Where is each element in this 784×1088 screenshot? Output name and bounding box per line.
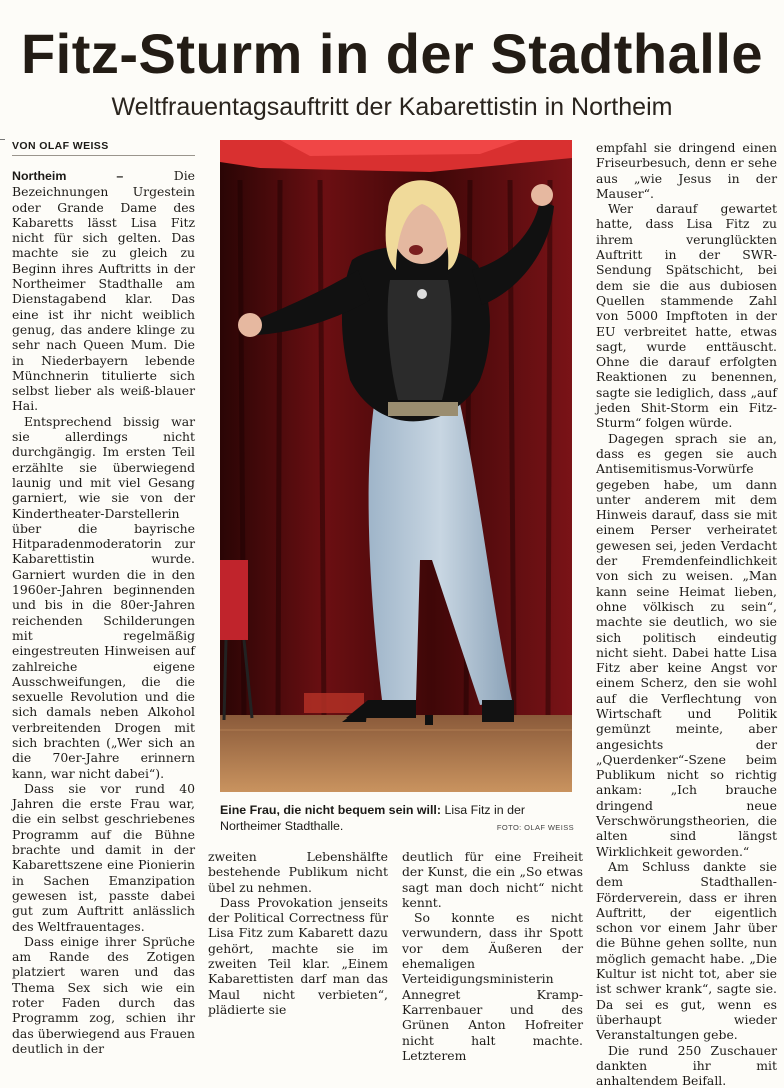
subheadline: Weltfrauentagsauftritt der Kabarettistin in Northeim	[111, 93, 673, 121]
paragraph: Am Schluss dankte sie dem Stadthallen-Förderverein, dass er ihren Auftritt, der eigentlich schon vor einem Jahr über die Bühne gehen sollte, nun möglich gemacht habe. „Die Kultur ist nicht tot, aber sie ist schwer krank“, sagte sie. Da sei es gut, wenn es überhaupt wieder Veranstaltungen gebe.	[596, 858, 777, 1043]
paragraph: Die rund 250 Zuschauer dankten ihr mit anhaltendem Beifall.	[596, 1042, 777, 1088]
byline: VON OLAF WEISS	[12, 140, 195, 156]
paragraph: Dagegen sprach sie an, dass es gegen sie auch Antisemitismus-Vorwürfe gegeben habe, um dann unter anderem mit dem Hinweis darauf, dass sie mit einem Perser verheiratet gewesen sei, jeden Verdacht der Fremdenfeindlichkeit von sich zu weisen. „Man kann seine Heimat lieben, ohne völkisch zu sein“, machte sie deutlich, wo sie sich politisch eindeutig nicht sieht. Dabei hatte Lisa Fitz aber keine Angst vor einem Scherz, den sie wohl auf die Verflechtung von Wirtschaft und Politik gemünzt meinte, aber angesichts der „Querdenker“-Szene beim Publikum nicht so richtig ankam: „Ich brauche dringend neue Verschwörungstheorien, die alten sind längst Wirklichkeit geworden.“	[596, 430, 777, 859]
paragraph: empfahl sie dringend einen Friseurbesuch, denn er sehe aus „wie Jesus in der Mauser“.	[596, 140, 777, 201]
article-column-1	[12, 168, 195, 1056]
photo-caption	[220, 802, 572, 834]
column-rule	[0, 139, 5, 140]
paragraph: Wer darauf gewartet hatte, dass Lisa Fitz zu ihrem verunglückten Auftritt in der SWR-Sendung Spätschicht, bei dem sie die aus dubiosen Quellen stammende Zahl von 5000 Impftoten in der EU verbreitet hatte, etwas sagt, wurde enttäuscht. Ohne die darauf erfolgten Reaktionen zu benennen, sagte sie lediglich, dass „auf jeden Shit-Storm ein Fitz-Sturm“ folgen würde.	[596, 201, 777, 431]
caption-lead: Eine Frau, die nicht bequem sein will:	[220, 803, 442, 817]
paragraph: So konnte es nicht verwundern, dass ihr Spott vor dem Äußeren der ehemaligen Verteidigungsministerin Annegret Kramp-Karrenbauer und des Grünen Anton Hofreiter nicht halt machte. Letzterem	[402, 910, 583, 1063]
caption-text: Lisa Fitz in der Northeimer Stadthalle.	[220, 803, 526, 833]
dateline: Northeim –	[12, 169, 124, 183]
paragraph: zweiten Lebenshälfte bestehende Publikum nicht übel zu nehmen.	[208, 849, 388, 895]
article-column-2	[208, 849, 388, 1019]
article-column-3	[402, 849, 583, 1063]
performer-on-stage-image	[220, 140, 572, 792]
article-column-4	[596, 140, 777, 1088]
paragraph: deutlich für eine Freiheit der Kunst, die ein „So etwas sagt man doch nicht“ nicht kennt.	[402, 849, 583, 910]
paragraph	[12, 168, 195, 414]
paragraph: Dass Provokation jenseits der Political Correctness für Lisa Fitz zum Kabarett dazu gehört, machte sie im zweiten Teil klar. „Einem Kabarettisten darf man das Maul nicht verbieten“, plädierte sie	[208, 894, 388, 1017]
paragraph: Dass einige ihrer Sprüche am Rande des Zotigen platziert waren und das Thema Sex sich wie ein roter Faden durch das Programm zog, schien ihr das überwiegend aus Frauen deutlich in der	[12, 933, 195, 1056]
photo-credit: FOTO: OLAF WEISS	[496, 823, 574, 832]
article-photo	[220, 140, 572, 792]
headline: Fitz-Sturm in der Stadthalle	[20, 22, 764, 85]
paragraph: Dass sie vor rund 40 Jahren die erste Frau war, die ein selbst geschriebenes Programm auf die Bühne brachte und damit in der Kabarettszene eine Pionierin in Sachen Emanzipation gewesen ist, passte dabei gut zum Auftritt anlässlich des Weltfrauentages.	[12, 780, 195, 934]
paragraph-text: Die Bezeichnungen Urgestein oder Grande Dame des Kabaretts lässt Lisa Fitz nicht für sich gelten. Das machte sie zu gleich zu Beginn ihres Auftritts in der Northeimer Stadthalle am Dienstagabend klar. Das eine ist ihr nicht weiblich genug, das andere klinge zu sehr nach Queen Mum. Die in Niederbayern lebende Münchnerin titulierte sich selbst lieber als weiß-blauer Hai.	[12, 168, 195, 414]
paragraph: Entsprechend bissig war sie allerdings nicht durchgängig. Im ersten Teil erzählte sie überwiegend launig und mit viel Gesang garniert, wie sie von der Kindertheater-Darstellerin über die bayrische Hitparadenmoderatorin zur Kabarettistin wurde. Garniert wurden die in den 1960er-Jahren beginnenden und bis in die 80er-Jahren reichenden Schilderungen mit regelmäßig eingestreuten Hinweisen auf zahlreiche eigene Ausschweifungen, die die sexuelle Revolution und die sich damals neben Alkohol verbreitenden Drogen mit sich brachten („Wer sich an die 70er-Jahre erinnern kann, war nicht dabei“).	[12, 413, 195, 781]
